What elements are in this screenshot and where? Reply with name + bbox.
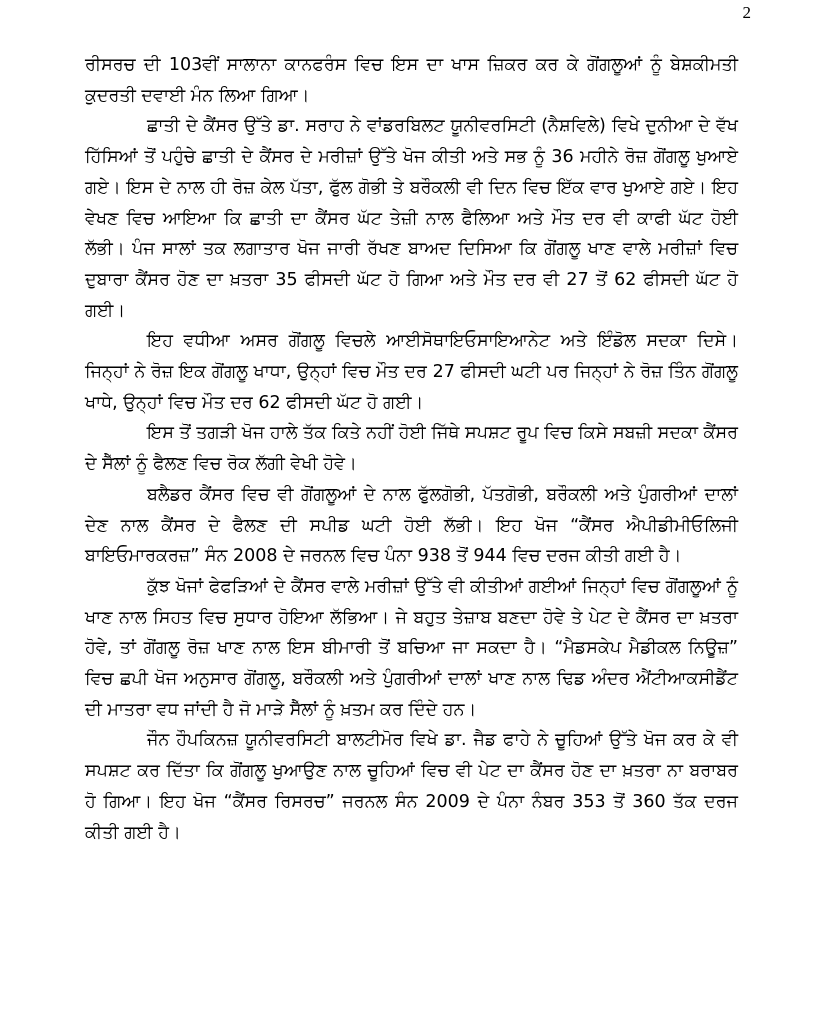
paragraph-compounds-effect: ਇਹ ਵਧੀਆ ਅਸਰ ਗੋਂਗਲੂ ਵਿਚਲੇ ਆਈਸੋਥਾਇਓਸਾਇਆਨੇਟ ਅਤੇ ਇੰਡੋਲ ਸਦਕਾ ਦਿਸੇ। ਜਿਨ੍ਹਾਂ ਨੇ ਰੋਜ਼ ਇਕ ਗੋਂਗਲੂ ਖਾਧਾ, ਉਨ੍ਹਾਂ ਵਿਚ ਮੌਤ ਦਰ 27 ਫੀਸਦੀ ਘਟੀ ਪਰ ਜਿਨ੍ਹਾਂ ਨੇ ਰੋਜ਼ ਤਿੰਨ ਗੋਂਗਲੂ ਖਾਧੇ, ਉਨ੍ਹਾਂ ਵਿਚ ਮੌਤ ਦਰ 62 ਫੀਸਦੀ ਘੱਟ ਹੋ ਗਈ।	[85, 331, 738, 413]
paragraph-continued: ਰੀਸਰਚ ਦੀ 103ਵੀਂ ਸਾਲਾਨਾ ਕਾਨਫਰੰਸ ਵਿਚ ਇਸ ਦਾ ਖਾਸ ਜ਼ਿਕਰ ਕਰ ਕੇ ਗੋਂਗਲੂਆਂ ਨੂੰ ਬੇਸ਼ਕੀਮਤੀ ਕੁਦਰਤੀ ਦਵਾਈ ਮੰਨ ਲਿਆ ਗਿਆ।	[85, 55, 738, 106]
page-number: 2	[742, 3, 751, 22]
paragraph-breast-cancer-study: ਛਾਤੀ ਦੇ ਕੈਂਸਰ ਉੱਤੇ ਡਾ. ਸਰਾਹ ਨੇ ਵਾਂਡਰਬਿਲਟ ਯੂਨੀਵਰਸਿਟੀ (ਨੈਸ਼ਵਿਲੇ) ਵਿਖੇ ਦੁਨੀਆ ਦੇ ਵੱਖ ਹਿੱਸਿਆਂ ਤੋਂ ਪਹੁੰਚੇ ਛਾਤੀ ਦੇ ਕੈਂਸਰ ਦੇ ਮਰੀਜ਼ਾਂ ਉੱਤੇ ਖੋਜ ਕੀਤੀ ਅਤੇ ਸਭ ਨੂੰ 36 ਮਹੀਨੇ ਰੋਜ਼ ਗੋਂਗਲੂ ਖੁਆਏ ਗਏ। ਇਸ ਦੇ ਨਾਲ ਹੀ ਰੋਜ਼ ਕੇਲ ਪੱਤਾ, ਫੁੱਲ ਗੋਭੀ ਤੇ ਬਰੌਕਲੀ ਵੀ ਦਿਨ ਵਿਚ ਇੱਕ ਵਾਰ ਖੁਆਏ ਗਏ। ਇਹ ਵੇਖਣ ਵਿਚ ਆਇਆ ਕਿ ਛਾਤੀ ਦਾ ਕੈਂਸਰ ਘੱਟ ਤੇਜ਼ੀ ਨਾਲ ਫੈਲਿਆ ਅਤੇ ਮੌਤ ਦਰ ਵੀ ਕਾਫੀ ਘੱਟ ਹੋਈ ਲੱਭੀ। ਪੰਜ ਸਾਲਾਂ ਤਕ ਲਗਾਤਾਰ ਖੋਜ ਜਾਰੀ ਰੱਖਣ ਬਾਅਦ ਦਿਸਿਆ ਕਿ ਗੋਂਗਲੂ ਖਾਣ ਵਾਲੇ ਮਰੀਜ਼ਾਂ ਵਿਚ ਦੁਬਾਰਾ ਕੈਂਸਰ ਹੋਣ ਦਾ ਖ਼ਤਰਾ 35 ਫੀਸਦੀ ਘੱਟ ਹੋ ਗਿਆ ਅਤੇ ਮੌਤ ਦਰ ਵੀ 27 ਤੋਂ 62 ਫੀਸਦੀ ਘੱਟ ਹੋ ਗਈ।	[85, 116, 738, 321]
paragraph-mice-study: ਜੌਨ ਹੌਪਕਿਨਜ਼ ਯੂਨੀਵਰਸਿਟੀ ਬਾਲਟੀਮੋਰ ਵਿਖੇ ਡਾ. ਜੈਡ ਫਾਹੇ ਨੇ ਚੂਹਿਆਂ ਉੱਤੇ ਖੋਜ ਕਰ ਕੇ ਵੀ ਸਪਸ਼ਟ ਕਰ ਦਿੱਤਾ ਕਿ ਗੋਂਗਲੂ ਖੁਆਉਣ ਨਾਲ ਚੂਹਿਆਂ ਵਿਚ ਵੀ ਪੇਟ ਦਾ ਕੈਂਸਰ ਹੋਣ ਦਾ ਖ਼ਤਰਾ ਨਾ ਬਰਾਬਰ ਹੋ ਗਿਆ। ਇਹ ਖੋਜ “ਕੈਂਸਰ ਰਿਸਰਚ” ਜਰਨਲ ਸੰਨ 2009 ਦੇ ਪੰਨਾ ਨੰਬਰ 353 ਤੋਂ 360 ਤੱਕ ਦਰਜ ਕੀਤੀ ਗਈ ਹੈ।	[85, 730, 738, 843]
paragraph-strongest-research: ਇਸ ਤੋਂ ਤਗੜੀ ਖੋਜ ਹਾਲੇ ਤੱਕ ਕਿਤੇ ਨਹੀਂ ਹੋਈ ਜਿੱਥੇ ਸਪਸ਼ਟ ਰੂਪ ਵਿਚ ਕਿਸੇ ਸਬਜ਼ੀ ਸਦਕਾ ਕੈਂਸਰ ਦੇ ਸੈੱਲਾਂ ਨੂੰ ਫੈਲਣ ਵਿਚ ਰੋਕ ਲੱਗੀ ਵੇਖੀ ਹੋਵੇ।	[85, 423, 738, 475]
paragraph-bladder-cancer: ਬਲੈਡਰ ਕੈਂਸਰ ਵਿਚ ਵੀ ਗੋਂਗਲੂਆਂ ਦੇ ਨਾਲ ਫੁੱਲਗੋਭੀ, ਪੱਤਗੋਭੀ, ਬਰੌਕਲੀ ਅਤੇ ਪੁੰਗਰੀਆਂ ਦਾਲਾਂ ਦੇਣ ਨਾਲ ਕੈਂਸਰ ਦੇ ਫੈਲਣ ਦੀ ਸਪੀਡ ਘਟੀ ਹੋਈ ਲੱਭੀ। ਇਹ ਖੋਜ “ਕੈਂਸਰ ਐਪੀਡੀਮੀਓਲਿਜੀ ਬਾਇਓਮਾਰਕਰਜ਼” ਸੰਨ 2008 ਦੇ ਜਰਨਲ ਵਿਚ ਪੰਨਾ 938 ਤੋਂ 944 ਵਿਚ ਦਰਜ ਕੀਤੀ ਗਈ ਹੈ।	[85, 484, 738, 567]
paragraph-lung-stomach-cancer: ਕੁੱਝ ਖੋਜਾਂ ਫੇਫੜਿਆਂ ਦੇ ਕੈਂਸਰ ਵਾਲੇ ਮਰੀਜ਼ਾਂ ਉੱਤੇ ਵੀ ਕੀਤੀਆਂ ਗਈਆਂ ਜਿਨ੍ਹਾਂ ਵਿਚ ਗੋਂਗਲੂਆਂ ਨੂੰ ਖਾਣ ਨਾਲ ਸਿਹਤ ਵਿਚ ਸੁਧਾਰ ਹੋਇਆ ਲੱਭਿਆ। ਜੇ ਬਹੁਤ ਤੇਜ਼ਾਬ ਬਣਦਾ ਹੋਵੇ ਤੇ ਪੇਟ ਦੇ ਕੈਂਸਰ ਦਾ ਖ਼ਤਰਾ ਹੋਵੇ, ਤਾਂ ਗੋਂਗਲੂ ਰੋਜ਼ ਖਾਣ ਨਾਲ ਇਸ ਬੀਮਾਰੀ ਤੋਂ ਬਚਿਆ ਜਾ ਸਕਦਾ ਹੈ। “ਮੈਡਸਕੇਪ ਮੈਡੀਕਲ ਨਿਊਜ਼” ਵਿਚ ਛਪੀ ਖੋਜ ਅਨੁਸਾਰ ਗੋਂਗਲੂ, ਬਰੌਕਲੀ ਅਤੇ ਪੁੰਗਰੀਆਂ ਦਾਲਾਂ ਖਾਣ ਨਾਲ ਢਿਡ ਅੰਦਰ ਐਂਟੀਆਕਸੀਡੈਂਟ ਦੀ ਮਾਤਰਾ ਵਧ ਜਾਂਦੀ ਹੈ ਜੋ ਮਾੜੇ ਸੈੱਲਾਂ ਨੂੰ ਖ਼ਤਮ ਕਰ ਦਿੰਦੇ ਹਨ।	[85, 576, 738, 720]
document-body	[85, 50, 738, 848]
